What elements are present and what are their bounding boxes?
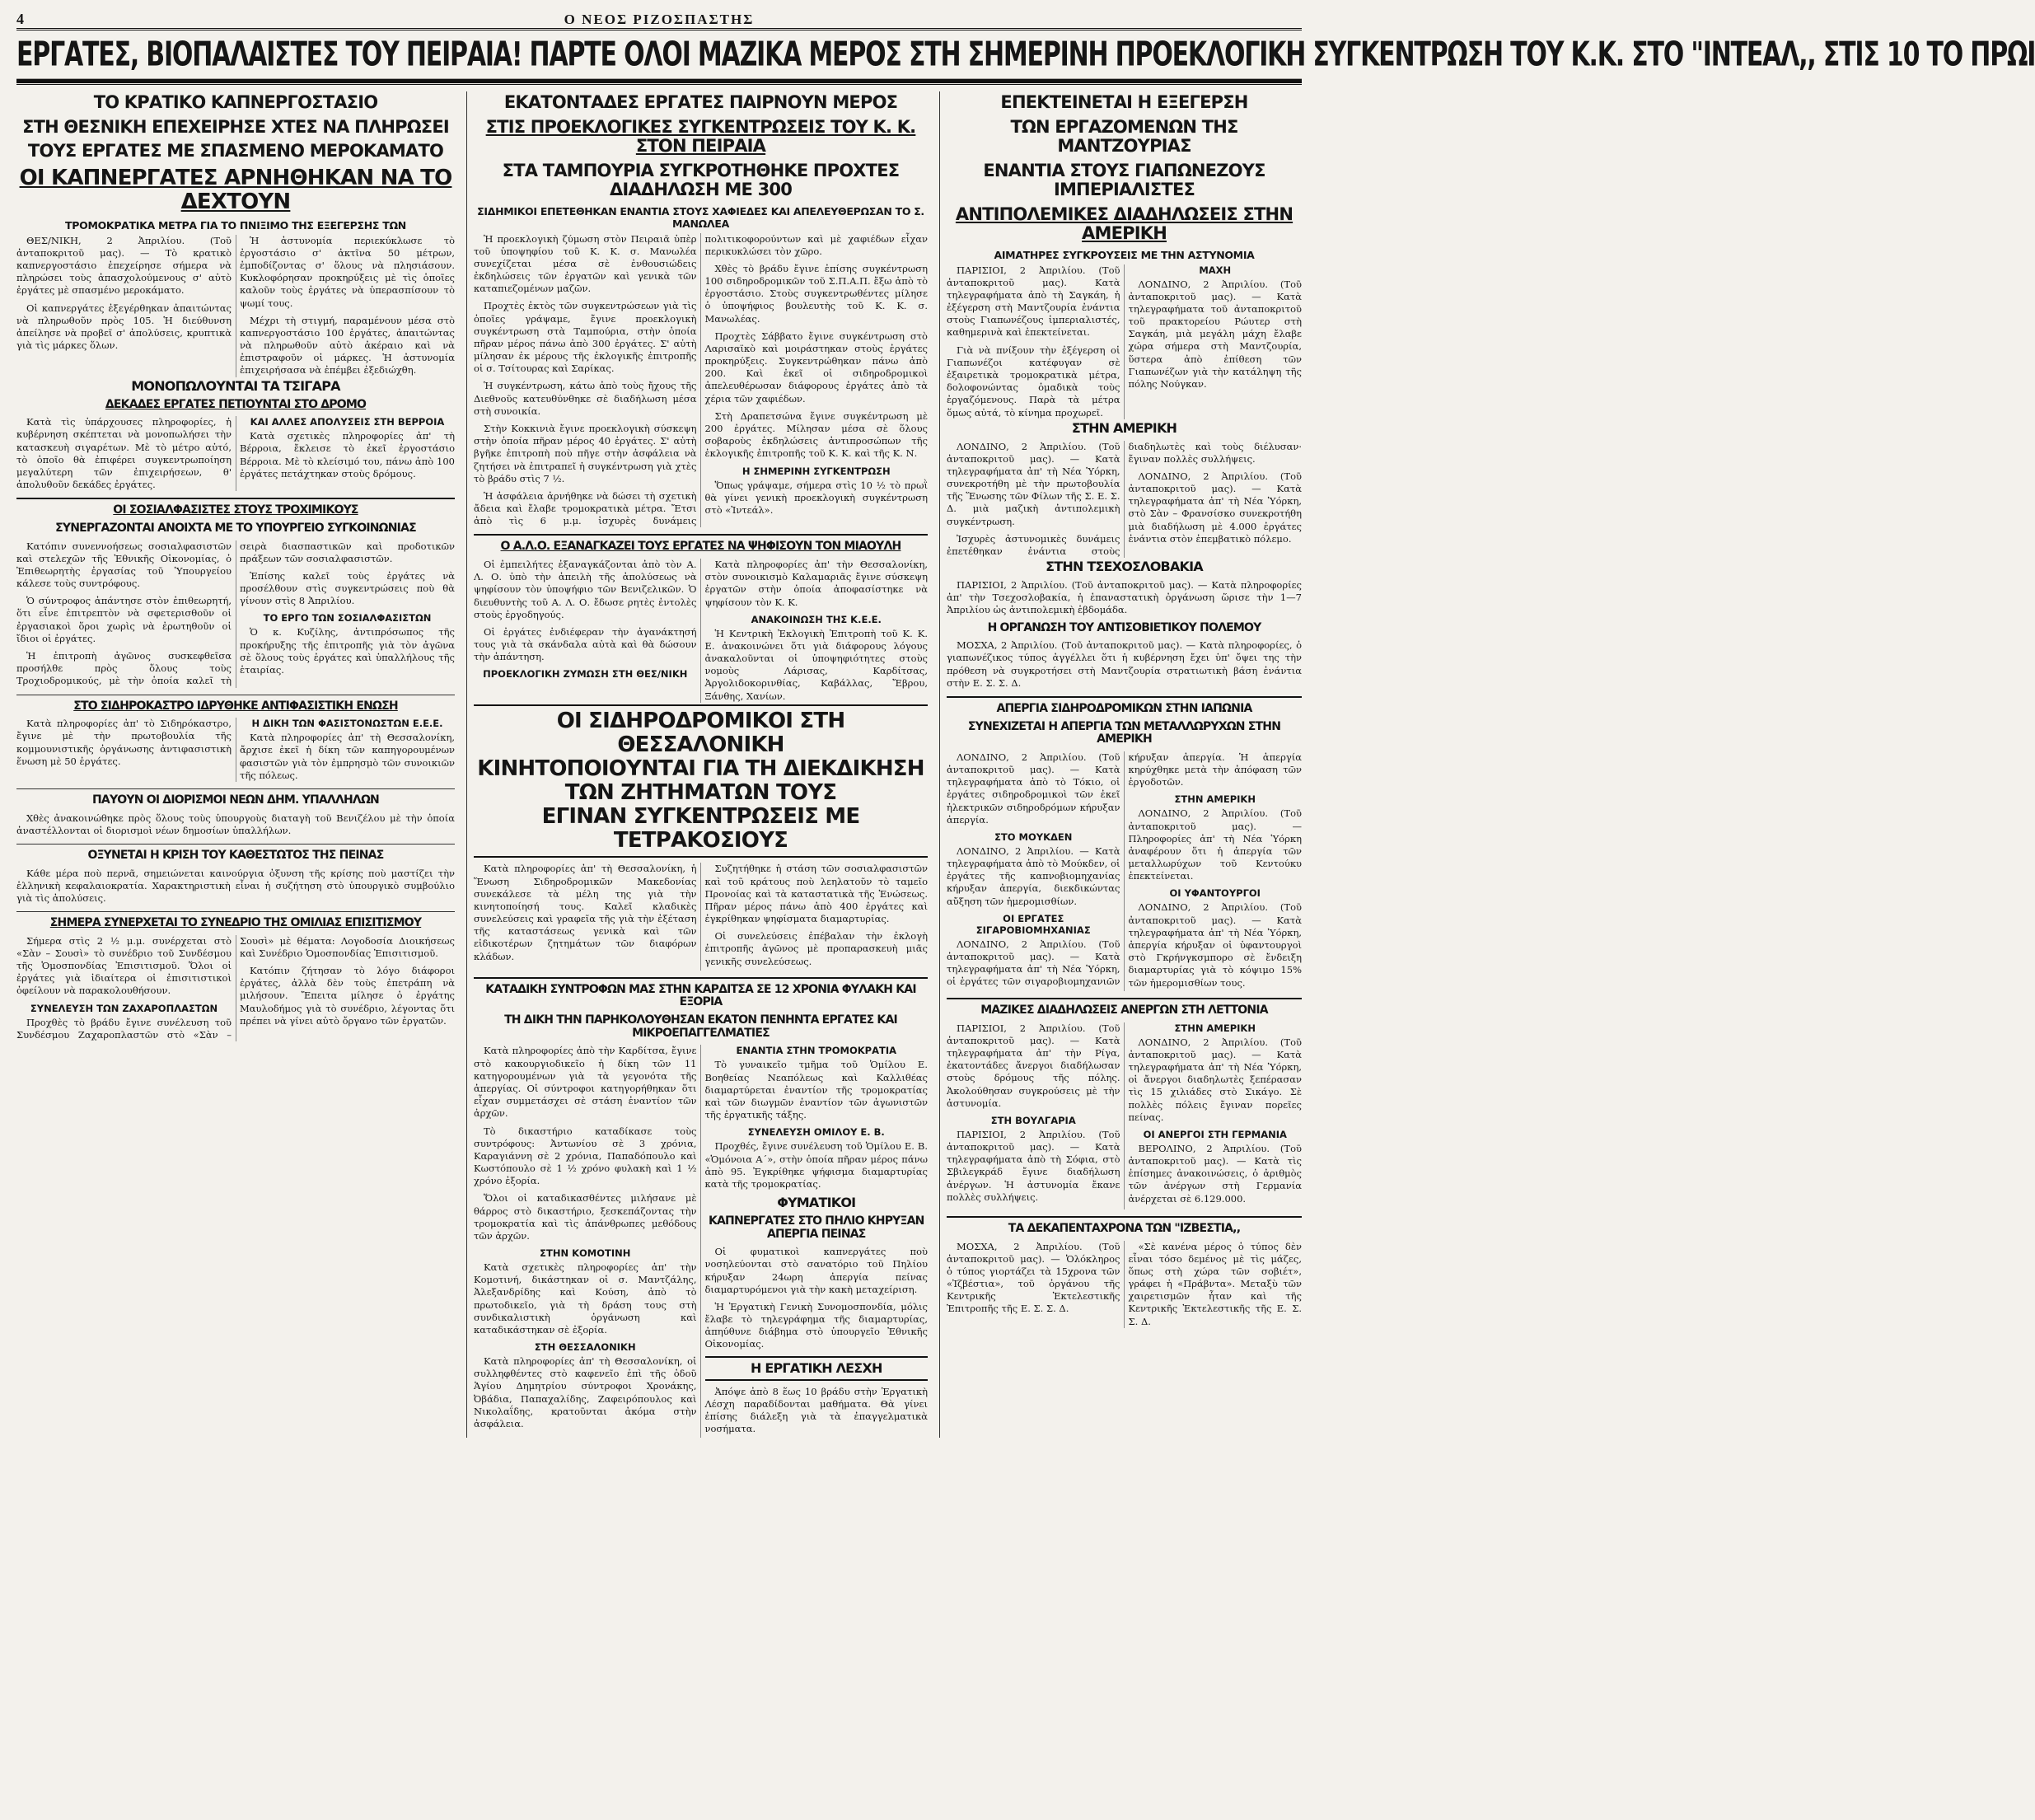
article-paragraph: ΜΟΣΧΑ, 2 Ἀπριλίου. (Τοῦ ἀνταποκριτοῦ μας). — Ὁλόκληρος ὁ τύπος γιορτάζει τὰ 15χρονα τῶν «Ἰζβέστια», τοῦ ὀργάνου τῆς Κεντρικῆς Ἐκτελεστικῆς Ἐπιτροπῆς τῆς Ε. Σ. Σ. Δ. xyxy=(947,1240,1120,1315)
article-paragraph: Κάθε μέρα ποὺ περνᾶ, σημειώνεται καινούργια ὀξυνση τῆς κρίσης ποὺ μαστίζει τὴν ἑλληνικὴ κεφαλαιοκρατία. Χαρακτηριστικὴ εἶναι ἡ συζήτηση στὸ ὑπουργικὸ συμβούλιο γιὰ τὶς ἀπολύσεις. xyxy=(16,867,455,904)
article-paragraph: Κατὰ πληροφορίες ἀπ' τὴ Θεσσαλονίκη, ἡ Ἕνωση Σιδηροδρομικῶν Μακεδονίας συνεκάλεσε τὰ μέλη της γιὰ τὴν κινητοποίησή τους. Καλεῖ κλαδικὲς συνελεύσεις καὶ γραφεῖα τῆς γιὰ τὴν ἐξέταση τῆς καταστάσεως γενικὰ καὶ τῶν εἰδικοτέρων ζητημάτων τῶν διαφόρων κλάδων. xyxy=(474,863,697,962)
article-paragraph: Χθὲς ἀνακοινώθηκε πρὸς ὅλους τοὺς ὑπουργοὺς διαταγὴ τοῦ Βενιζέλου μὲ τὴν ὁποία ἀναστέλλονται οἱ διορισμοὶ νέων δημοσίων ὑπαλλήλων. xyxy=(16,812,455,836)
article-izvestia xyxy=(947,1241,1302,1328)
article-paragraph: Ἡ ἀστυνομία περιεκύκλωσε τὸ ἐργοστάσιο σ' ἀκτῖνα 50 μέτρων, ἐμποδίζοντας σ' ὅλους νὰ πλησιάσουν. Κυκλοφόρησαν προκηρύξεις μὲ τὶς ὁποῖες καλοῦν τοὺς ἐργάτες νὰ ὑπερασπίσουν τὸ ψωμί τους. xyxy=(240,234,455,309)
section-title: ΠΑΥΟΥΝ ΟΙ ΔΙΟΡΙΣΜΟΙ ΝΕΩΝ ΔΗΜ. ΥΠΑΛΛΗΛΩΝ xyxy=(92,793,379,807)
headline-line: ΕΝΑΝΤΙΑ ΣΤΟΥΣ ΓΙΑΠΩΝΕΖΟΥΣ ΙΜΠΕΡΙΑΛΙΣΤΕΣ xyxy=(983,160,1265,200)
subheadline: ΤΡΟΜΟΚΡΑΤΙΚΑ ΜΕΤΡΑ ΓΙΑ ΤΟ ΠΝΙΞΙΜΟ ΤΗΣ ΕΞΕΓΕΡΣΗΣ ΤΩΝ xyxy=(65,218,406,232)
article-paragraph: ΜΟΣΧΑ, 2 Ἀπριλίου. (Τοῦ ἀνταποκριτοῦ μας). — Κατὰ πληροφορίες, ὁ γιαπωνέζικος τύπος ἀγγέλλει ὅτι ἡ κυβέρνηση ἔχει ὑπ' ὄψει της τὴν πρόθεση νὰ συγκροτήσει στὴ Μαντζουρία στρατιωτικὴ βάση ἐνάντια στὴν Ε. Σ. Σ. Δ. xyxy=(947,639,1302,689)
minor-heading: ΣΤΗΝ ΚΟΜΟΤΙΝΗ xyxy=(540,1247,631,1260)
article-piraeus-rallies xyxy=(474,233,928,528)
article-paragraph: Ἡ Κεντρικὴ Ἐκλογικὴ Ἐπιτροπὴ τοῦ Κ. Κ. Ε. ἀνακοινώνει ὅτι γιὰ διάφορους λόγους ἀνακαλοῦνται οἱ ὑποψηφιότητες στοὺς νομοὺς Λάρισας, Καρδίτσας, Ἀργολιδοκορινθίας, Καβάλλας, Ἔβρου, Ξάνθης, Χανίων. xyxy=(704,627,928,702)
minor-heading: ΟΙ ΑΝΕΡΓΟΙ ΣΤΗ ΓΕΡΜΑΝΙΑ xyxy=(1143,1128,1287,1140)
article-paragraph: Κατὰ πληροφορίες ἀπ' τὴ Θεσσαλονίκη, ἄρχισε ἐκεῖ ἡ δίκη τῶν καπηγορουμένων φασιστῶν γιὰ τὸν ἐμπρησμὸ τῶν συνοικιῶν τῆς πόλεως. xyxy=(240,732,455,781)
headline-line: ΣΤΗ ΘΕΣΝΙΚΗ ΕΠΕΧΕΙΡΗΣΕ ΧΤΕΣ ΝΑ ΠΛΗΡΩΣΕΙ xyxy=(22,116,449,137)
headline-line: ΕΓΙΝΑΝ ΣΥΓΚΕΝΤΡΩΣΕΙΣ ΜΕ ΤΕΤΡΑΚΟΣΙΟΥΣ xyxy=(541,804,860,854)
article-paragraph: Προχθὲς τὸ βράδυ ἔγινε συνέλευση τοῦ Συνδέσμου Ζαχαροπλαστῶν στὸ «Σὰν – Σουσὶ» μὲ θέματα: Λογοδοσία Διοικήσεως καὶ Συνέδριο Ὁμοσπονδίας Ἐπισιτισμοῦ. xyxy=(16,934,455,1041)
article-paragraph: Χθὲς τὸ βράδυ ἔγινε ἐπίσης συγκέντρωση 100 σιδηροδρομικῶν τοῦ Σ.Π.Α.Π. ἔξω ἀπὸ τὸ ἐργοστάσιο. Στοὺς συγκεντρωθέντες μίλησε ὁ ὑποψήφιος βουλευτὴς τοῦ Κ. Κ. σ. Μανωλέας. xyxy=(704,262,928,325)
article-paragraph: Προχτὲς ἐκτὸς τῶν συγκεντρώσεων γιὰ τὶς ὁποῖες γράψαμε, ἔγινε προεκλογικὴ συγκέντρωση στὰ Ταμπούρια, στὴν ὁποία πῆραν μέρος πάνω ἀπὸ 300 ἐργάτες. Σ' αὐτὴ μίλησαν ἐκ μέρους τῆς ἐκλογικῆς ἐπιτροπῆς οἱ σ. Τσίτουρας καὶ Σαρίκας. xyxy=(474,300,697,375)
column-middle xyxy=(466,91,928,1438)
headline-line: ΟΙ ΚΑΠΝΕΡΓΑΤΕΣ ΑΡΝΗΘΗΚΑΝ ΝΑ ΤΟ ΔΕΧΤΟΥΝ xyxy=(19,165,452,214)
article-paragraph: Κατὰ πληροφορίες ἀπὸ τὴν Καρδίτσα, ἔγινε στὸ κακουργιοδικεῖο ἡ δίκη τῶν 11 κατηγορουμένων γιὰ τὰ γεγονότα τῆς ἀπεργίας. Οἱ σύντροφοι κατηγορήθηκαν ὅτι εἶχαν συμμετάσχει σὲ στάση ἐναντίον τῶν ἀρχῶν. xyxy=(474,1045,697,1120)
article-paragraph: Κατὰ πληροφορίες ἀπ' τὴν Θεσσαλονίκη, στὸν συνοικισμὸ Καλαμαριᾶς ἔγινε σύσκεψη ἐργατῶν στὴν ὁποία ἀποφασίστηκε νὰ ψηφίσουν τὸν Κ. Κ. xyxy=(704,559,928,608)
headline-line: ΣΤΑ ΤΑΜΠΟΥΡΙΑ ΣΥΓΚΡΟΤΗΘΗΚΕ ΠΡΟΧΤΕΣ ΔΙΑΔΗΛΩΣΗ ΜΕ 300 xyxy=(502,160,900,200)
article-paragraph: ΛΟΝΔΙΝΟ, 2 Ἀπριλίου. (Τοῦ ἀνταποκριτοῦ μας). — Πληροφορίες ἀπ' τὴ Νέα Ὑόρκη ἀναφέρουν ὅτι ἡ ἀπεργία τῶν μεταλλωρύχων τοῦ Κεντούκυ ἐπεκτείνεται. xyxy=(1128,807,1302,882)
section-title: Η ΟΡΓΑΝΩΣΗ ΤΟΥ ΑΝΤΙΣΟΒΙΕΤΙΚΟΥ ΠΟΛΕΜΟΥ xyxy=(987,620,1261,634)
article-manchuria xyxy=(947,264,1302,419)
minor-heading: ΠΡΟΕΚΛΟΓΙΚΗ ΖΥΜΩΣΗ ΣΤΗ ΘΕΣ/ΝΙΚΗ xyxy=(483,668,688,681)
newspaper-page xyxy=(16,0,2035,1796)
headline-line: ΕΚΑΤΟΝΤΑΔΕΣ ΕΡΓΑΤΕΣ ΠΑΙΡΝΟΥΝ ΜΕΡΟΣ xyxy=(503,92,898,112)
minor-heading: ΣΤΗ ΘΕΣΣΑΛΟΝΙΚΗ xyxy=(534,1341,636,1354)
article-paragraph: ΒΕΡΟΛΙΝΟ, 2 Ἀπριλίου. (Τοῦ ἀνταποκριτοῦ μας). — Κατὰ τὶς ἐπίσημες ἀνακοινώσεις, ὁ ἀριθμὸς τῶν ἀνέργων στὴ Γερμανία ἀνέρχεται σὲ 6.129.000. xyxy=(1128,1142,1302,1205)
article-paragraph: Ὁ κ. Κυζίλης, ἀντιπρόσωπος τῆς προκήρυξης τῆς ἐπιτροπῆς γιὰ τὸν ἀγῶνα σὲ ὅλους τοὺς ἐργάτες καὶ ὑπαλλήλους τῆς ἑταιρίας. xyxy=(240,626,455,676)
minor-heading: ΟΙ ΥΦΑΝΤΟΥΡΓΟΙ xyxy=(1169,887,1261,900)
minor-heading: ΕΝΑΝΤΙΑ ΣΤΗΝ ΤΡΟΜΟΚΡΑΤΙΑ xyxy=(736,1045,897,1057)
article-paragraph: Ἡ ἀσφάλεια ἀρνήθηκε νὰ δώσει τὴ σχετικὴ ἄδεια καὶ ἔλαβε τρομοκρατικὰ μέτρα. Ἔτσι ἀπὸ τὶς 6 μ.μ. ἰσχυρὲς δυνάμεις πολιτικοφορούντων καὶ μὲ χαφιέδων εἶχαν περικυκλώσει τὸν χῶρο. xyxy=(474,232,928,527)
section-title: ΟΞΥΝΕΤΑΙ Η ΚΡΙΣΗ ΤΟΥ ΚΑΘΕΣΤΩΤΟΣ ΤΗΣ ΠΕΙΝΑΣ xyxy=(87,848,384,862)
article-paragraph: ΘΕΣ/ΝΙΚΗ, 2 Ἀπριλίου. (Τοῦ ἀνταποκριτοῦ μας). — Τὸ κρατικὸ καπνεργοστάσιο ἐπεχείρησε σήμερα νὰ πληρώσει τοὺς ἀπασχολούμενους σ' αὐτὸ ἐργάτες μὲ σπασμένο μεροκάματο. xyxy=(16,234,232,297)
article-paragraph: Προχτὲς Σάββατο ἔγινε συγκέντρωση στὸ Λαρισαϊκὸ καὶ μοιράστηκαν στοὺς ἐργάτες προκηρύξεις. Συγκεντρώθηκαν πάνω ἀπὸ 200. Καὶ ἐκεῖ οἱ σιδηροδρομικοὶ ἀπελευθέρωσαν διάφορους ἐργάτες ἀπὸ τὰ χέρια τῶν χαφιέδων. xyxy=(704,330,928,405)
headline-tobacco-factory xyxy=(16,93,455,232)
headline-line: ΤΟΥΣ ΕΡΓΑΤΕΣ ΜΕ ΣΠΑΣΜΕΝΟ ΜΕΡΟΚΑΜΑΤΟ xyxy=(27,141,444,161)
page-number: 4 xyxy=(16,11,24,27)
article-paragraph: ΠΑΡΙΣΙΟΙ, 2 Ἀπριλίου. (Τοῦ ἀνταποκριτοῦ μας). — Κατὰ πληροφορίες ἀπ' τὴν Τσεχοσλοβακία, ἡ ἐπαναστατικὴ ὀργάνωση ὥρισε τὴν 1—7 Ἀπριλίου ὡς ἀντιπολεμικὴ ἑβδομάδα. xyxy=(947,579,1302,616)
divider xyxy=(947,1216,1302,1218)
headline-railway-workers xyxy=(474,704,928,859)
section-title: ΜΟΝΟΠΩΛΟΥΝΤΑΙ ΤΑ ΤΣΙΓΑΡΑ xyxy=(131,377,340,394)
article-paragraph: Κατὰ πληροφορίες ἀπ' τὸ Σιδηρόκαστρο, ἔγινε μὲ τὴν πρωτοβουλία τῆς κομμουνιστικῆς ὀργάνωσης ἀντιφασιστικὴ ἕνωση μὲ 50 ἐργάτες. xyxy=(16,718,232,767)
headline-line: ΣΤΙΣ ΠΡΟΕΚΛΟΓΙΚΕΣ ΣΥΓΚΕΝΤΡΩΣΕΙΣ ΤΟΥ Κ. Κ. ΣΤΟΝ ΠΕΙΡΑΙΑ xyxy=(485,116,916,157)
article-railway-workers xyxy=(474,863,928,970)
columns xyxy=(16,91,1302,1438)
headline-line: ΚΑΠΝΕΡΓΑΤΕΣ ΣΤΟ ΠΗΛΙΟ ΚΗΡΥΞΑΝ ΑΠΕΡΓΙΑ ΠΕΙΝΑΣ xyxy=(708,1214,924,1241)
section-title: ΜΑΖΙΚΕΣ ΔΙΑΔΗΛΩΣΕΙΣ ΑΝΕΡΓΩΝ ΣΤΗ ΛΕΤΤΟΝΙΑ xyxy=(980,1004,1268,1018)
article-catering-congress xyxy=(16,935,455,1041)
article-paragraph: Οἱ ἐμπειλήτες ἐξαναγκάζονται ἀπὸ τὸν Α. Λ. Ο. ὑπὸ τὴν ἀπειλὴ τῆς ἀπολύσεως νὰ ψηφίσουν τὸν ὑποψήφιο τῶν Βενιζελικῶν. Ὁ διευθυντὴς τοῦ Α. Λ. Ο. ἔδωσε ρητὲς ἐντολὲς στοὺς ἐργοδηγούς. xyxy=(474,559,697,620)
minor-heading: ΑΝΑΚΟΙΝΩΣΗ ΤΗΣ Κ.Ε.Ε. xyxy=(751,613,882,625)
article-cigarettes xyxy=(16,416,455,491)
article-paragraph: Γιὰ νὰ πνίξουν τὴν ἐξέγερση οἱ Γιαπωνέζοι κατέφυγαν σὲ ἐξαιρετικὰ τρομοκρατικὰ μέτρα, δολοφονώντας ὁμαδικὰ τοὺς ἐργαζόμενους. Παρὰ τὰ μέτρα ὅμως αὐτά, τὸ κίνημα προχωρεῖ. xyxy=(947,344,1120,419)
article-paragraph: Ὅπως γράψαμε, σήμερα στὶς 10 ½ τὸ πρωῒ θὰ γίνει γενικὴ προεκλογικὴ συγκέντρωση στὸ «Ἰντεάλ». xyxy=(704,479,928,516)
article-paragraph: Ὁ σύντροφος ἀπάντησε στὸν ἐπιθεωρητή, ὅτι εἶνε ἐπιτρεπτὸν νὰ σφετερισθοῦν οἱ ἐργασιακοὶ ὅροι χωρὶς νὰ ἐρωτηθοῦν οἱ ἴδιοι οἱ ἐργάτες. xyxy=(16,595,232,644)
article-paragraph: Οἱ καπνεργάτες ἐξεγέρθηκαν ἀπαιτώντας νὰ πληρωθοῦν πρὸς 105. Ἡ διεύθυνση ἀπείλησε νὰ προβεῖ σ' ἀπολύσεις, κρυπτικὰ γιὰ τὶς μάρκες ὅλων. xyxy=(16,302,232,352)
divider xyxy=(16,911,455,912)
section-title: ΣΗΜΕΡΑ ΣΥΝΕΡΧΕΤΑΙ ΤΟ ΣΥΝΕΔΡΙΟ ΤΗΣ ΟΜΙΛΙΑΣ ΕΠΙΣΙΤΙΣΜΟΥ xyxy=(49,916,422,930)
section-title: ΤΑ ΔΕΚΑΠΕΝΤΑΧΡΟΝΑ ΤΩΝ "ΙΖΒΕΣΤΙΑ,, xyxy=(1008,1221,1241,1235)
article-paragraph: Ἡ Ἐργατικὴ Γενικὴ Συνομοσπονδία, μόλις ἔλαβε τὸ τηλεγράφημα τῆς διαμαρτυρίας, ἀπηύθυνε διάβημα στὸ ὑπουργεῖο Ἐθνικῆς Οἰκονομίας. xyxy=(704,1300,928,1350)
article-paragraph: Μέχρι τὴ στιγμή, παραμένουν μέσα στὸ καπνεργοστάσιο 100 ἐργάτες, ἀπαιτώντας νὰ πληρωθοῦν αὐτὸ ἀκέραιο καὶ νὰ ἐπιστραφοῦν οἱ μάρκες. Ἡ ἀστυνομία ἐπιχειρήσασα νὰ ἐπέμβει ἐξεδιώχθη. xyxy=(240,314,455,377)
article-paragraph: ΛΟΝΔΙΝΟ, 2 Ἀπριλίου. (Τοῦ ἀνταποκριτοῦ μας). — Κατὰ τηλεγραφήματα ἀπὸ τὸ Τόκιο, οἱ ἐργάτες σιδηροδρομικοὶ τῶν ἐκεῖ ἠλεκτρικῶν σιδηροδρόμων κήρυξαν ἀπεργία. xyxy=(947,751,1120,826)
article-paragraph: Οἱ ἐργάτες ἐνδιέφεραν τὴν ἀγανάκτησή τους γιὰ τὰ σκάνδαλα αὐτὰ καὶ θὰ δώσουν τὴν ἀπάντηση. xyxy=(474,625,697,663)
headline-line: ΟΙ ΣΟΣΙΑΛΦΑΣΙΣΤΕΣ ΣΤΟΥΣ ΤΡΟΧΙΜΙΚΟΥΣ xyxy=(113,503,358,517)
article-paragraph: Ἐπίσης καλεῖ τοὺς ἐργάτες νὰ προσέλθουν στὶς συγκεντρώσεις ποὺ θὰ γίνουν στὶς 8 Ἀπριλίου. xyxy=(240,569,455,607)
section-title: Ο Α.Λ.Ο. ΕΞΑΝΑΓΚΑΖΕΙ ΤΟΥΣ ΕΡΓΑΤΕΣ ΝΑ ΨΗΦΙΣΟΥΝ ΤΟΝ ΜΙΑΟΥΛΗ xyxy=(500,540,901,554)
headline-line: ΣΥΝΕΡΓΑΖΟΝΤΑΙ ΑΝΟΙΧΤΑ ΜΕ ΤΟ ΥΠΟΥΡΓΕΙΟ ΣΥΓΚΟΙΝΩΝΙΑΣ xyxy=(55,521,416,535)
article-paragraph: Προχθές, ἔγινε συνέλευση τοῦ Ὁμίλου Ε. Β. «Ὁμόνοια Α΄», στὴν ὁποία πῆραν μέρος πάνω ἀπὸ 95. Ἐγκρίθηκε ψήφισμα διαμαρτυρίας κατὰ τῆς τρομοκρατίας. xyxy=(704,1140,928,1190)
section-subtitle: ΔΕΚΑΔΕΣ ΕΡΓΑΤΕΣ ΠΕΤΙΟΥΝΤΑΙ ΣΤΟ ΔΡΟΜΟ xyxy=(105,397,367,411)
article-paragraph: Στὴν Κοκκινιὰ ἔγινε προεκλογικὴ σύσκεψη στὴν ὁποία πῆραν μέρος 40 ἐργάτες. Σ' αὐτὴ βγῆκε ἐπιτροπὴ ποὺ πῆγε στὴν ἀσφάλεια νὰ ζητήσει νὰ ἐπιτραπεῖ ἡ συγκέντρωση γιὰ χτὲς τὸ βράδυ στὶς 7 ½. xyxy=(474,422,697,484)
minor-heading: ΜΑΧΗ xyxy=(1199,264,1232,276)
article-paragraph: Κατόπιν συνεννοήσεως σοσιαλφασιστῶν καὶ στελεχῶν τῆς Ἐθνικῆς Οἰκονομίας, ὁ Ἐπιθεωρητὴς ἐργασίας τοῦ Ὑπουργείου κάλεσε τοὺς συντρόφους. xyxy=(16,540,232,590)
article-tram-workers xyxy=(16,540,455,688)
article-america xyxy=(947,441,1302,559)
minor-heading: ΣΤΗΝ ΑΜΕΡΙΚΗ xyxy=(1174,1022,1256,1034)
article-paragraph: Κατὰ τὶς ὑπάρχουσες πληροφορίες, ἡ κυβέρνηση σκέπτεται νὰ μονοπωλήσει τὴν κατασκευὴ σιγαρέτων. Μὲ τὸ μέτρο αὐτό, τὸ ὁποῖο θὰ ἐπιφέρει συγκεντρωποίηση μεγαλύτερη τῶν ἐπιχειρήσεων, θ' ἀπολυθοῦν δεκάδες ἐργάτες. xyxy=(16,416,232,491)
minor-heading: ΣΤΗ ΒΟΥΛΓΑΡΙΑ xyxy=(990,1114,1076,1126)
article-paragraph: Σήμερα στὶς 2 ½ μ.μ. συνέρχεται στὸ «Σὰν – Σουσὶ» τὸ συνέδριο τοῦ Συνδέσμου τῆς Ὁμοσπονδίας Ἐπισιτισμοῦ. Ὅλοι οἱ ἐργάτες γιὰ ἰδιαίτερα οἱ ἐπισιτιστικοὶ ὀφείλουν νὰ παρακολουθήσουν. xyxy=(16,934,232,997)
section-title: ΚΑΤΑΔΙΚΗ ΣΥΝΤΡΟΦΩΝ ΜΑΣ ΣΤΗΝ ΚΑΡΔΙΤΣΑ ΣΕ 12 ΧΡΟΝΙΑ ΦΥΛΑΚΗ ΚΑΙ ΕΞΟΡΙΑ xyxy=(485,982,916,1009)
divider xyxy=(16,498,455,499)
column-right xyxy=(939,91,1302,1438)
article-paragraph: ΛΟΝΔΙΝΟ, 2 Ἀπριλίου. (Τοῦ ἀνταποκριτοῦ μας). — Κατὰ τηλεγραφήματα ἀπ' τὴ Νέα Ὑόρκη, συνεκροτήθη μὲ τὴν πρωτοβουλία τῆς Ἕνωσης τῶν Φίλων τῆς Σ. Ε. Σ. Δ. μιὰ μαζικὴ ἀντιπολεμικὴ συγκέντρωση. xyxy=(947,440,1120,527)
article-paragraph: Ἡ ἐπιτροπὴ ἀγῶνος συσκεφθεῖσα προσήλθε πρὸς ὅλους τοὺς Τροχιοδρομικούς, μὲ τὴν ὁποία καλεῖ τὴ σειρὰ διασπαστικῶν καὶ προδοτικῶν πράξεων τῶν σοσιαλφασιστῶν. xyxy=(16,540,455,687)
article-paragraph: ΛΟΝΔΙΝΟ, 2 Ἀπριλίου. (Τοῦ ἀνταποκριτοῦ μας). — Κατὰ τηλεγραφήματα τοῦ ἀνταποκριτοῦ τοῦ πρακτορείου Ρώυτερ στὴ Σαγκάη, μιὰ μεγάλη μάχη ἔλαβε χώρα σήμερα στὴ Μαντζουρία, ὕστερα ἀπὸ ἐπίθεση τῶν Γιαπωνέζων γιὰ τὴν κατάληψη τῆς πόλης Νούγκαν. xyxy=(1128,278,1302,390)
article-paragraph: Τὸ δικαστήριο καταδίκασε τοὺς συντρόφους: Ἀντωνίου σὲ 3 χρόνια, Καραγιάννη σὲ 2 χρόνια, Παπαδόπουλο καὶ Κωστόπουλο σὲ 1 ½ χρόνο φυλακὴ καὶ 1 ½ χρόνο ἐξορία. xyxy=(474,1125,697,1187)
divider xyxy=(474,977,928,979)
article-paragraph: «Σὲ κανένα μέρος ὁ τύπος δὲν εἶναι τόσο δεμένος μὲ τὶς μάζες, ὅπως στὴ χώρα τῶν σοβιέτ», γράφει ἡ «Πράβντα». Μεταξὺ τῶν χαιρετισμῶν ἦταν καὶ τῆς Κεντρικῆς Ἐκτελεστικῆς τῆς Ε. Σ. Σ. Δ. xyxy=(1128,1240,1302,1327)
headline-line: ΑΝΤΙΠΟΛΕΜΙΚΕΣ ΔΙΑΔΗΛΩΣΕΙΣ ΣΤΗΝ ΑΜΕΡΙΚΗ xyxy=(955,204,1294,244)
minor-heading: ΟΙ ΕΡΓΑΤΕΣ ΣΙΓΑΡΟΒΙΟΜΗΧΑΝΙΑΣ xyxy=(975,912,1091,936)
article-unemployed xyxy=(947,1022,1302,1209)
headline-line: ΕΠΕΚΤΕΙΝΕΤΑΙ Η ΕΞΕΓΕΡΣΗ xyxy=(1000,92,1248,112)
article-paragraph: Ἡ συγκέντρωση, κάτω ἀπὸ τοὺς ἤχους τῆς Διεθνοῦς κατευθύνθηκε σὲ διαδήλωση μέσα στὴ συνοικία. xyxy=(474,380,697,417)
article-paragraph: Κατὰ σχετικὲς πληροφορίες ἀπ' τὴν Κομοτινή, δικάστηκαν οἱ σ. Μαντζάλης, Ἀλεξανδρίδης καὶ Κούση, ἀπὸ τὸ πρωτοδικεῖο, γιὰ τὴ δράση τους στὴ συνδικαλιστικὴ ὀργάνωση καὶ καταδικάστηκαν σὲ ἐξορία. xyxy=(474,1261,697,1336)
subheadline: ΣΙΔΗΜΙΚΟΙ ΕΠΕΤΕΘΗΚΑΝ ΕΝΑΝΤΙΑ ΣΤΟΥΣ ΧΑΦΙΕΔΕΣ ΚΑΙ ΑΠΕΛΕΥΘΕΡΩΣΑΝ ΤΟ Σ. ΜΑΝΩΛΕΑ xyxy=(477,204,924,230)
article-strikes xyxy=(947,751,1302,991)
section-subtitle: ΣΥΝΕΧΙΖΕΤΑΙ Η ΑΠΕΡΓΙΑ ΤΩΝ ΜΕΤΑΛΛΩΡΥΧΩΝ ΣΤΗΝ ΑΜΕΡΙΚΗ xyxy=(967,719,1281,746)
minor-heading: ΣΤΟ ΜΟΥΚΔΕΝ xyxy=(994,830,1073,843)
newspaper-name: Ο ΝΕΟΣ ΡΙΖΟΣΠΑΣΤΗΣ xyxy=(564,12,755,27)
headline-line: ΤΟ ΚΡΑΤΙΚΟ ΚΑΠΝΕΡΓΟΣΤΑΣΙΟ xyxy=(93,92,378,112)
article-paragraph: ΛΟΝΔΙΝΟ, 2 Ἀπριλίου. (Τοῦ ἀνταποκριτοῦ μας). — Κατὰ τηλεγραφήματα ἀπ' τὴ Νέα Ὑόρκη, οἱ ἐργάτες τῶν σιγαροβιομηχανιῶν κήρυξαν ἀπεργία. Ἡ ἀπεργία κηρύχθηκε μετὰ τὴν ἀπόφαση τῶν ἐργοδοτῶν. xyxy=(947,751,1302,988)
article-sidirokastro xyxy=(16,718,455,782)
article-paragraph: Κατὰ σχετικὲς πληροφορίες ἀπ' τὴ Βέρροια, ἔκλεισε τὸ ἐκεῖ ἐργοστάσιο Βέρροια. Μὲ τὸ κλείσιμό του, πάνω ἀπὸ 100 ἐργάτες πετάχτηκαν στοὺς δρόμους. xyxy=(240,430,455,480)
headline-line: ΟΙ ΣΙΔΗΡΟΔΡΟΜΙΚΟΙ ΣΤΗ ΘΕΣΣΑΛΟΝΙΚΗ xyxy=(556,708,845,757)
article-paragraph: ΛΟΝΔΙΝΟ, 2 Ἀπριλίου. (Τοῦ ἀνταποκριτοῦ μας). — Κατὰ τηλεγραφήματα ἀπ' τὴ Νέα Ὑόρκη, οἱ ἄνεργοι διαδηλωτὲς ξεπέρασαν τὶς 15 χιλιάδες στὸ Σικάγο. Σὲ πολλὲς πόλεις ἔγιναν πορεῖες πείνας. xyxy=(1128,1036,1302,1123)
article-paragraph: ΠΑΡΙΣΙΟΙ, 2 Ἀπριλίου. (Τοῦ ἀνταποκριτοῦ μας). — Κατὰ τηλεγραφήματα ἀπὸ τὴ Σόφια, στὸ Σβιλεγκράδ ἔγινε διαδήλωση ἀνέργων. Ἡ ἀστυνομία ἔκανε πολλὲς συλλήψεις. xyxy=(947,1128,1120,1203)
section-title: ΣΤΟ ΣΙΔΗΡΟΚΑΣΤΡΟ ΙΔΡΥΘΗΚΕ ΑΝΤΙΦΑΣΙΣΤΙΚΗ ΕΝΩΣΗ xyxy=(73,699,398,713)
minor-heading: ΣΥΝΕΛΕΥΣΗ ΤΩΝ ΖΑΧΑΡΟΠΛΑΣΤΩΝ xyxy=(30,1002,218,1014)
article-paragraph: Οἱ φυματικοὶ καπνεργάτες ποὺ νοσηλεύονται στὸ σανατόριο τοῦ Πηλίου κήρυξαν 24ωρη ἀπεργία πείνας διαμαρτυρόμενοι γιὰ τὴν κακὴ μεταχείριση. xyxy=(704,1246,928,1295)
subheadline: ΑΙΜΑΤΗΡΕΣ ΣΥΓΚΡΟΥΣΕΙΣ ΜΕ ΤΗΝ ΑΣΤΥΝΟΜΙΑ xyxy=(994,248,1255,261)
headline-piraeus-rallies xyxy=(474,93,928,230)
divider xyxy=(16,788,455,789)
article-karditsa-trial xyxy=(474,1045,928,1438)
section-title: ΣΤΗΝ ΤΣΕΧΟΣΛΟΒΑΚΙΑ xyxy=(1046,559,1203,575)
article-paragraph: Στὴ Δραπετσώνα ἔγινε συγκέντρωση μὲ 200 ἐργάτες. Μίλησαν μέσα σὲ ὅλους σοβαροὺς ἐκδηλώσεις ἀντιπροσώπων τῆς ἐκλογικῆς ἐπιτροπῆς τοῦ Κ. Κ. καὶ τῆς Κ. Ν. xyxy=(704,409,928,460)
divider xyxy=(947,696,1302,698)
headline-line: ΚΙΝΗΤΟΠΟΙΟΥΝΤΑΙ ΓΙΑ ΤΗ ΔΙΕΚΔΙΚΗΣΗ ΤΩΝ ΖΗΤΗΜΑΤΩΝ ΤΟΥΣ xyxy=(477,756,924,806)
article-paragraph: Κατὰ πληροφορίες ἀπ' τὴ Θεσσαλονίκη, οἱ συλληφθέντες στὸ καφενεῖο ἐπὶ τῆς ὁδοῦ Ἁγίου Δημητρίου σύντροφοι Χρονάκης, Ὀβάδια, Παπαχαλίδης, Ζαφειρόπουλος καὶ Νικολαΐδης, κρατοῦνται ἀκόμα στὴν ἀσφάλεια. xyxy=(474,1355,697,1429)
masthead xyxy=(16,0,1302,30)
headline-line: ΦΥΜΑΤΙΚΟΙ xyxy=(777,1195,856,1211)
headline-line: ΤΩΝ ΕΡΓΑΖΟΜΕΝΩΝ ΤΗΣ ΜΑΝΤΖΟΥΡΙΑΣ xyxy=(1010,116,1238,157)
section-title: Η ΕΡΓΑΤΙΚΗ ΛΕΣΧΗ xyxy=(705,1356,929,1381)
article-paragraph: ΠΑΡΙΣΙΟΙ, 2 Ἀπριλίου. (Τοῦ ἀνταποκριτοῦ μας). — Κατὰ τηλεγραφήματα ἀπ' τὴν Ρίγα, ἐκατοντάδες ἄνεργοι διαδήλωσαν στοὺς δρόμους τῆς πόλης. Ἀκολούθησαν συγκρούσεις μὲ τὴν ἀστυνομία. xyxy=(947,1022,1120,1109)
article-paragraph: Ἡ προεκλογικὴ ζύμωση στὸν Πειραιᾶ ὑπὲρ τοῦ ὑποψηφίου τοῦ Κ. Κ. σ. Μανωλέα συνεχίζεται μέσα σὲ ἐνθουσιώδεις ἐκδηλώσεις τῶν ἐργατῶν καὶ γενικὰ τῶν καταπιεζομένων μαζῶν. xyxy=(474,232,697,295)
article-tobacco-factory xyxy=(16,235,455,377)
article-paragraph: Ὅλοι οἱ καταδικασθέντες μιλήσανε μὲ θάρρος στὸ δικαστήριο, ξεσκεπάζοντας τὴν τρομοκρατία καὶ τὶς ἀπάνθρωπες μεθόδους τῶν ἀρχῶν. xyxy=(474,1192,697,1242)
article-paragraph: Συζητήθηκε ἡ στάση τῶν σοσιαλφασιστῶν καὶ τοῦ κράτους ποὺ λεηλατοῦν τὸ ταμεῖο Προνοίας καὶ τὰ καταστατικὰ τῆς Ἑνώσεως. Πῆραν μέρος πάνω ἀπὸ 400 ἐργάτες καὶ ἐγκρίθηκαν ψηφίσματα διαμαρτυρίας. xyxy=(704,863,928,925)
section-subtitle: ΤΗ ΔΙΚΗ ΤΗΝ ΠΑΡΗΚΟΛΟΥΘΗΣΑΝ ΕΚΑΤΟΝ ΠΕΝΗΝΤΑ ΕΡΓΑΤΕΣ ΚΑΙ ΜΙΚΡΟΕΠΑΓΓΕΛΜΑΤΙΕΣ xyxy=(504,1013,897,1040)
minor-heading: ΣΤΗΝ ΑΜΕΡΙΚΗ xyxy=(1174,793,1256,806)
minor-heading: ΣΥΝΕΛΕΥΣΗ ΟΜΙΛΟΥ Ε. Β. xyxy=(747,1126,885,1139)
section-title: ΑΠΕΡΓΙΑ ΣΙΔΗΡΟΔΡΟΜΙΚΩΝ ΣΤΗΝ ΙΑΠΩΝΙΑ xyxy=(996,701,1252,715)
article-paragraph: ΛΟΝΔΙΝΟ, 2 Ἀπριλίου. (Τοῦ ἀνταποκριτοῦ μας). — Κατὰ τηλεγραφήματα ἀπ' τὴ Νέα Ὑόρκη, ἀπεργία κήρυξαν οἱ ὑφαντουργοὶ στὸ Γκρήνγκσμπορο σὲ ἔνδειξη διαμαρτυρίας γιὰ τὸ κόψιμο 15% τῶν ἡμερομισθίων τους. xyxy=(1128,901,1302,989)
headline-manchuria xyxy=(947,93,1302,261)
article-paragraph: Οἱ συνελεύσεις ἐπέβαλαν τὴν ἐκλογὴ ἐπιτροπῆς ἀγῶνος μὲ προπαρασκευὴ μιᾶς γενικῆς συνελεύσεως. xyxy=(704,930,928,967)
divider xyxy=(474,534,928,536)
minor-heading: Η ΔΙΚΗ ΤΩΝ ΦΑΣΙΣΤΟΝΩΣΤΩΝ Ε.Ε.Ε. xyxy=(251,718,443,730)
article-paragraph: Ἀπόψε ἀπὸ 8 ἕως 10 βράδυ στὴν Ἐργατικὴ Λέσχη παραδίδονται μαθήματα. Θὰ γίνει ἐπίσης διάλεξη γιὰ τὰ ἐπαγγελματικὰ νοσήματα. xyxy=(704,1385,928,1435)
article-alo xyxy=(474,559,928,703)
article-paragraph: Τὸ γυναικεῖο τμῆμα τοῦ Ὁμίλου Ε. Βοηθείας Νεαπόλεως καὶ Καλλιθέας διαμαρτύρεται ἐναντίον τῆς τρομοκρατίας καὶ τῶν διωγμῶν ἐναντίον τῶν ἀγωνιστῶν τῆς ἐργατικῆς τάξης. xyxy=(704,1059,928,1121)
article-paragraph: ΛΟΝΔΙΝΟ, 2 Ἀπριλίου. — Κατὰ τηλεγραφήματα ἀπὸ τὸ Μούκδεν, οἱ ἐργάτες τῆς καπνοβιομηχανίας κήρυξαν ἀπεργία, διεκδικώντας αὔξηση τῶν ἡμερομισθίων. xyxy=(947,844,1120,907)
minor-heading: ΤΟ ΕΡΓΟ ΤΩΝ ΣΟΣΙΑΛΦΑΣΙΣΤΩΝ xyxy=(263,612,432,625)
column-left xyxy=(16,91,455,1438)
article-paragraph: ΠΑΡΙΣΙΟΙ, 2 Ἀπριλίου. (Τοῦ ἀνταποκριτοῦ μας). Κατὰ τηλεγραφήματα ἀπὸ τὴ Σαγκάη, ἡ ἐξέγερση στὴ Μαντζουρία ἐνάντια στοὺς Γιαπωνέζους ἰμπεριαλιστές, καθημερινὰ καὶ ἐπεκτείνεται. xyxy=(947,264,1120,339)
banner-headline: ΕΡΓΑΤΕΣ, ΒΙΟΠΑΛΑΙΣΤΕΣ ΤΟΥ ΠΕΙΡΑΙΑ! ΠΑΡΤΕ ΟΛΟΙ ΜΑΖΙΚΑ ΜΕΡΟΣ ΣΤΗ ΣΗΜΕΡΙΝΗ ΠΡΟΕΚΛΟΓΙΚΗ ΣΥΓΚΕΝΤΡΩΣΗ ΤΟΥ Κ.Κ. ΣΤΟ "ΙΝΤΕΑΛ,, ΣΤΙΣ 10 ΤΟ ΠΡΩΙ xyxy=(16,35,1302,83)
section-title: ΣΤΗΝ ΑΜΕΡΙΚΗ xyxy=(1071,419,1177,436)
article-paragraph: Κατόπιν ζήτησαν τὸ λόγο διάφοροι ἐργάτες, ἀλλὰ δὲν τοὺς ἐπετράπη νὰ μιλήσουν. Ἔπειτα μίλησε ὁ ἐργάτης Μαυλοδήμος γιὰ τὸ συνέδριο, λέγοντας ὅτι πρέπει νὰ γίνει αὐτὸ ὄργανο τῶν ἐργατῶν. xyxy=(240,965,455,1027)
article-paragraph: Ἰσχυρὲς ἀστυνομικὲς δυνάμεις ἐπετέθηκαν ἐνάντια στοὺς διαδηλωτὲς καὶ τοὺς διέλυσαν· ἔγιναν πολλὲς συλλήψεις. xyxy=(947,440,1302,557)
minor-heading: ΚΑΙ ΑΛΛΕΣ ΑΠΟΛΥΣΕΙΣ ΣΤΗ ΒΕΡΡΟΙΑ xyxy=(250,416,445,428)
article-paragraph: ΛΟΝΔΙΝΟ, 2 Ἀπριλίου. (Τοῦ ἀνταποκριτοῦ μας). — Κατὰ τηλεγραφήματα ἀπ' τὴ Νέα Ὑόρκη, στὸ Σὰν – Φρανσίσκο συνεκροτήθη μιὰ διαδήλωση μὲ 4.000 ἐργάτες ἐνάντια στὸν ἐπεμβατικὸ πόλεμο. xyxy=(1128,470,1302,545)
minor-heading: Η ΣΗΜΕΡΙΝΗ ΣΥΓΚΕΝΤΡΩΣΗ xyxy=(741,465,891,477)
divider xyxy=(947,998,1302,999)
